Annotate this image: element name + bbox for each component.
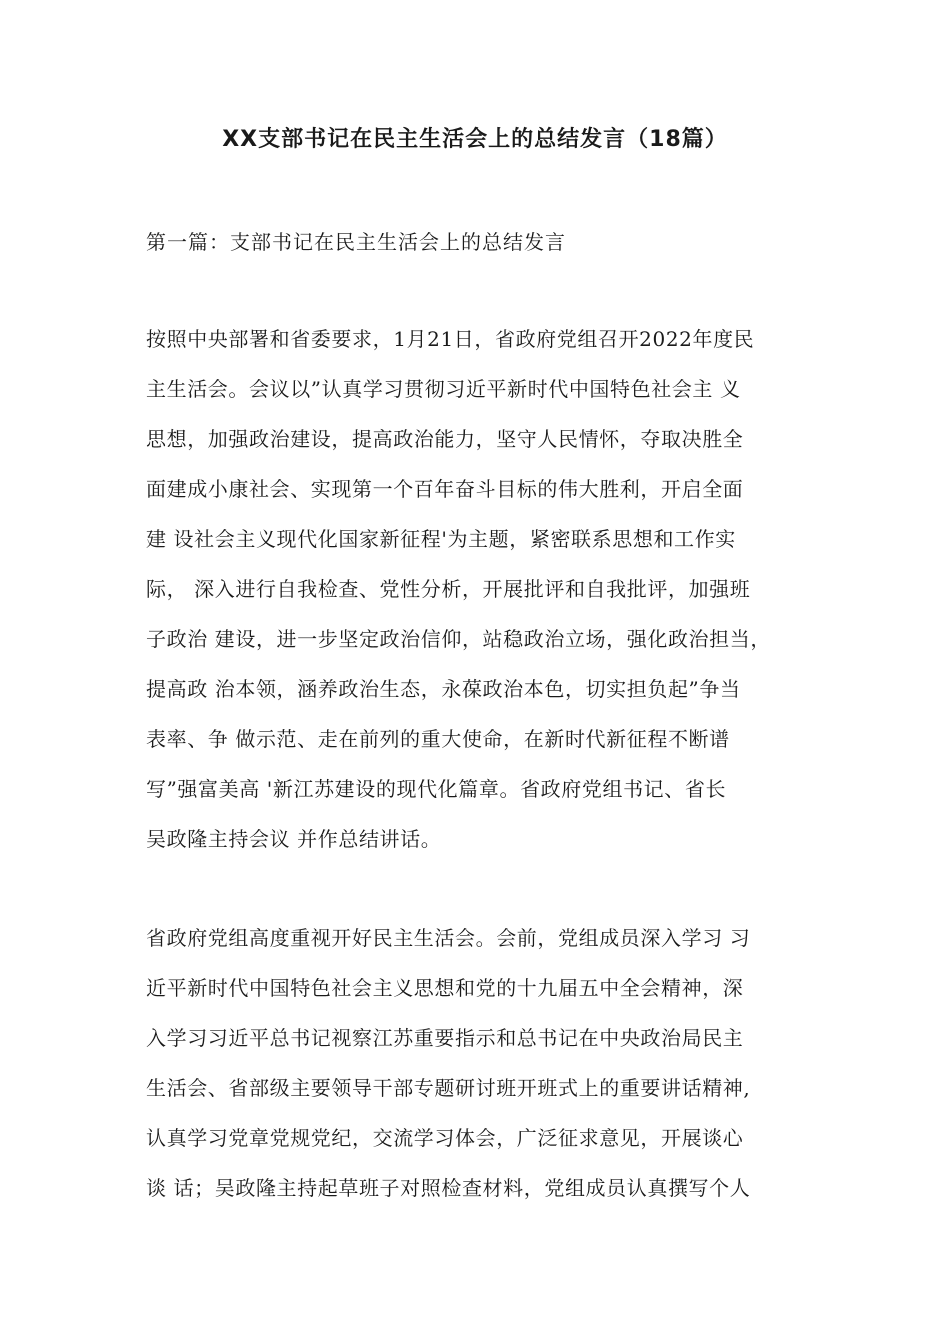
paragraph-line: 建 设社会主义现代化国家新征程'为主题，紧密联系思想和工作实 [146,527,736,551]
paragraph-2 [146,913,826,1213]
paragraph-line: 主生活会。会议以”认真学习贯彻习近平新时代中国特色社会主 义 [146,377,741,401]
paragraph-line: 近平新时代中国特色社会主义思想和党的十九届五中全会精神，深 [146,976,744,1000]
paragraph-line: 生活会、省部级主要领导干部专题研讨班开班式上的重要讲话精神, [146,1076,751,1100]
paragraph-line: 省政府党组高度重视开好民主生活会。会前，党组成员深入学习 习 [146,926,751,950]
paragraph-line: 吴政隆主持会议 并作总结讲话。 [146,827,442,851]
paragraph-line: 面建成小康社会、实现第一个百年奋斗目标的伟大胜利，开启全面 [146,477,744,501]
paragraph-1 [146,314,826,864]
paragraph-line: 提高政 治本领，涵养政治生态，永葆政治本色，切实担负起”争当 [146,677,741,701]
paragraph-line: 子政治 建设，进一步坚定政治信仰，站稳政治立场，强化政治担当， [146,627,771,651]
section-heading: 第一篇：支部书记在民主生活会上的总结发言 [146,230,566,254]
paragraph-line: 认真学习党章党规党纪，交流学习体会，广泛征求意见，开展谈心 [146,1126,744,1150]
paragraph-line: 际， 深入进行自我检查、党性分析，开展批评和自我批评，加强班 [146,577,751,601]
paragraph-line: 写”强富美高 '新江苏建设的现代化篇章。省政府党组书记、省长 [146,777,727,801]
paragraph-line: 入学习习近平总书记视察江苏重要指示和总书记在中央政治局民主 [146,1026,744,1050]
paragraph-line: 思想，加强政治建设，提高政治能力，坚守人民情怀，夺取决胜全 [146,427,744,451]
paragraph-line: 谈 话；吴政隆主持起草班子对照检查材料，党组成员认真撰写个人 [146,1176,751,1200]
paragraph-line: 表率、争 做示范、走在前列的重大使命，在新时代新征程不断谱 [146,727,730,751]
paragraph-line: 按照中央部署和省委要求，1月21日，省政府党组召开2022年度民 [146,327,755,351]
document-title: XX支部书记在民主生活会上的总结发言（18篇） [222,127,728,152]
